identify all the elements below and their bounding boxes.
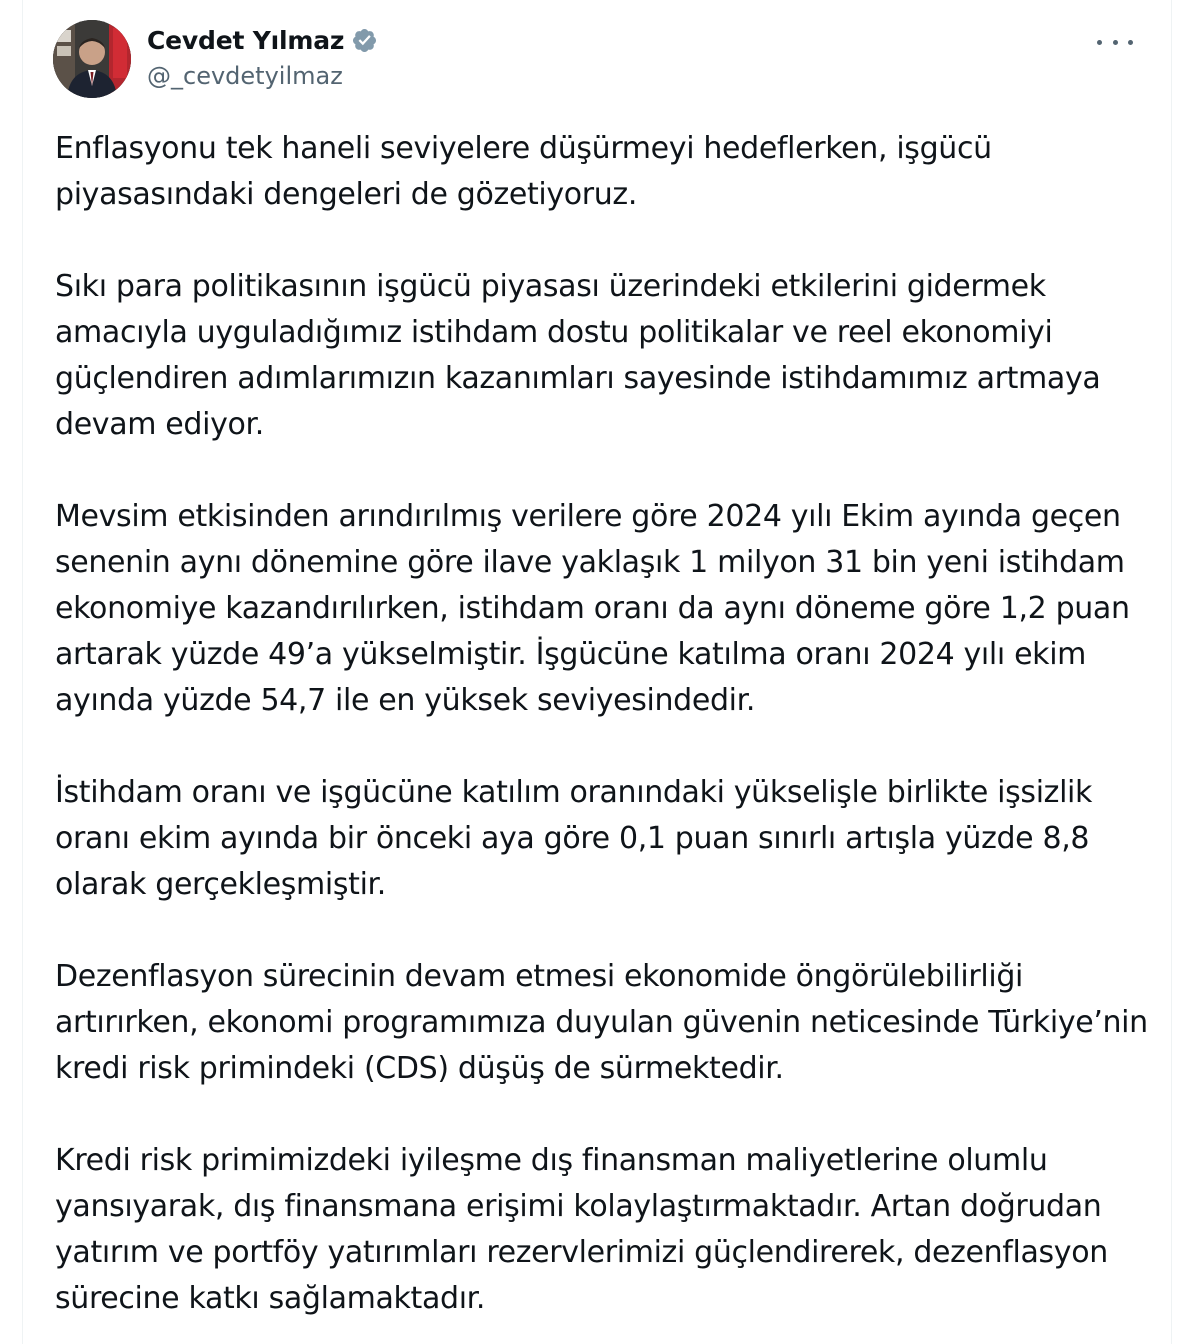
more-horizontal-icon[interactable] — [1097, 30, 1133, 54]
avatar[interactable] — [53, 20, 131, 98]
tweet-paragraph: İstihdam oranı ve işgücüne katılım oranındaki yükselişle birlikte işsizlik oranı ekim ayında bir önceki aya göre 0,1 puan sınırlı artışla yüzde 8,8 olarak gerçekleşmiştir. — [55, 775, 1093, 902]
author-handle[interactable]: @_cevdetyilmaz — [147, 62, 343, 90]
tweet-text — [55, 126, 1155, 1322]
tweet-header — [53, 20, 1143, 100]
tweet-paragraph: Sıkı para politikasının işgücü piyasası üzerindeki etkilerini gidermek amacıyla uyguladığımız istihdam dostu politikalar ve reel ekonomiyi güçlendiren adımlarımızın kazanımları sayesinde istihdamımız artmaya devam ediyor. — [55, 269, 1101, 442]
more-dot — [1113, 40, 1118, 45]
tweet-card — [22, 0, 1172, 1344]
tweet-paragraph: Enflasyonu tek haneli seviyelere düşürmeyi hedeflerken, işgücü piyasasındaki dengeleri de gözetiyoruz. — [55, 131, 992, 212]
tweet-paragraph: Kredi risk primimizdeki iyileşme dış finansman maliyetlerine olumlu yansıyarak, dış finansmana erişimi kolaylaştırmaktadır. Artan doğrudan yatırım ve portföy yatırımları rezervlerimizi güçlendirerek, dezenflasyon sürecine katkı sağlamaktadır. — [55, 1143, 1108, 1316]
display-name[interactable]: Cevdet Yılmaz — [147, 25, 345, 55]
tweet-paragraph: Dezenflasyon sürecinin devam etmesi ekonomide öngörülebilirliği artırırken, ekonomi programımıza duyulan güvenin neticesinde Türkiye’nin kredi risk primindeki (CDS) düşüş de sürmektedir. — [55, 959, 1148, 1086]
display-name-row — [147, 22, 378, 58]
more-dot — [1097, 40, 1102, 45]
author-names — [147, 22, 378, 90]
avatar-photo — [53, 20, 131, 98]
tweet-paragraph: Mevsim etkisinden arındırılmış verilere göre 2024 yılı Ekim ayında geçen senenin aynı dönemine göre ilave yaklaşık 1 milyon 31 bin yeni istihdam ekonomiye kazandırılırken, istihdam oranı da aynı döneme göre 1,2 puan artarak yüzde 49’a yükselmiştir. İşgücüne katılma oranı 2024 yılı ekim ayında yüzde 54,7 ile en yüksek seviyesindedir. — [55, 499, 1130, 718]
more-dot — [1128, 40, 1133, 45]
verified-badge-icon[interactable] — [351, 27, 378, 54]
